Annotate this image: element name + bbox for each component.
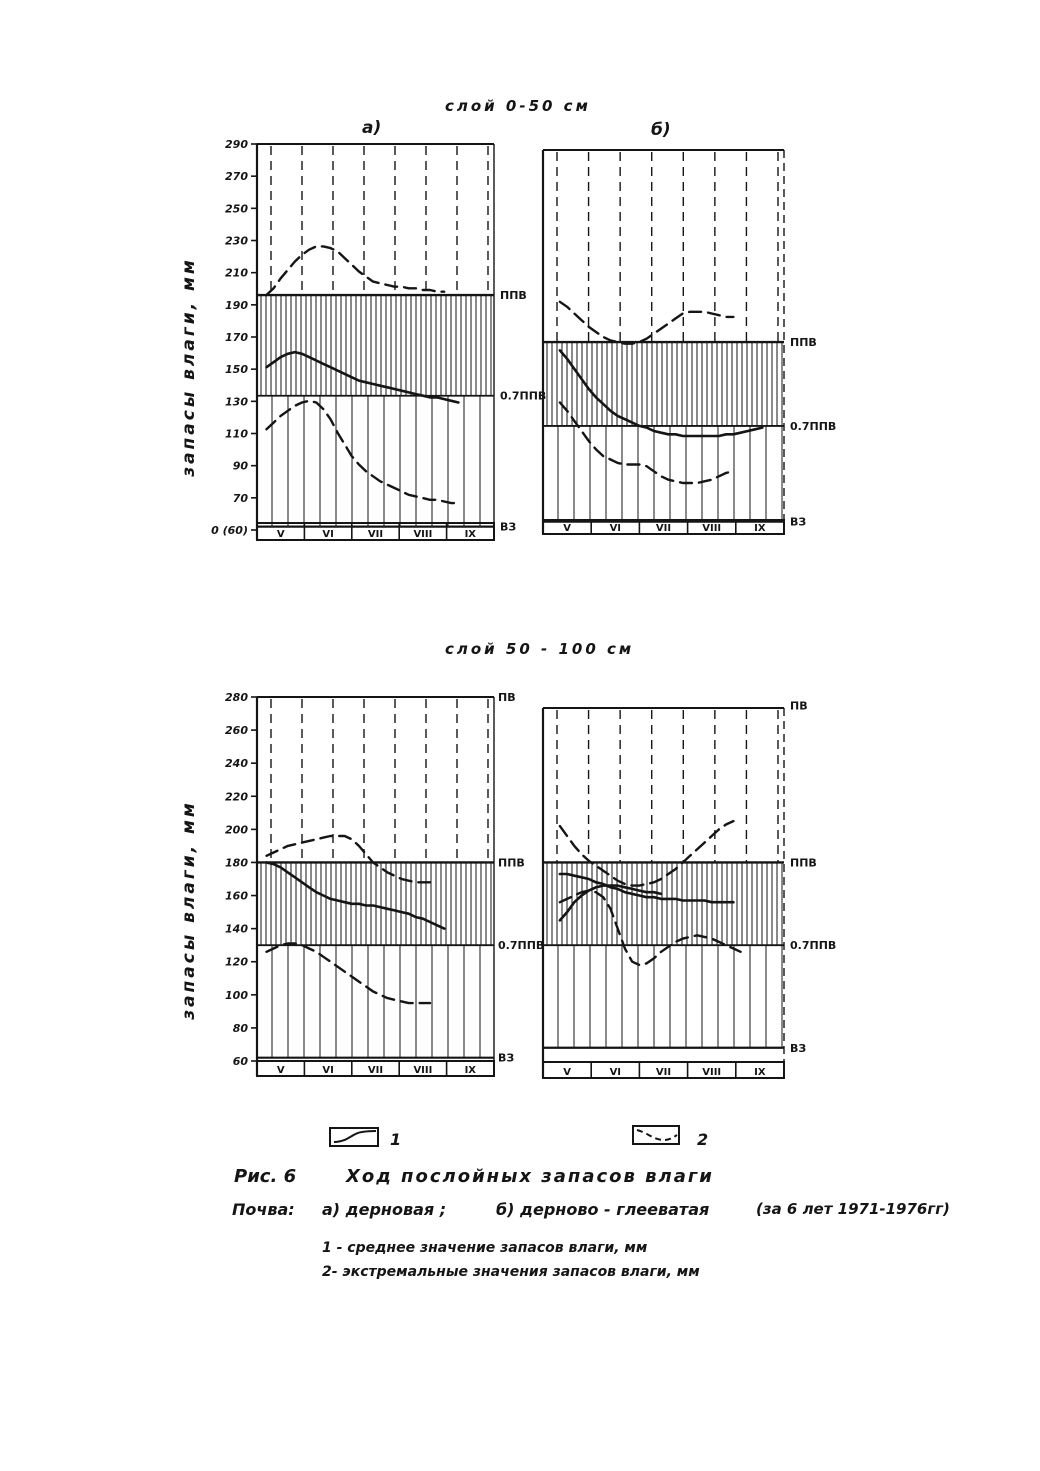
month-tick-label: IX — [754, 1067, 766, 1078]
y-tick-label: 100 — [225, 988, 248, 1002]
month-tick-label: VII — [367, 529, 384, 540]
level-label: ППВ — [790, 336, 817, 350]
chart-bottom-a — [225, 691, 544, 1076]
y-tick-label: 230 — [225, 234, 248, 248]
month-tick-label: V — [563, 523, 571, 534]
caption-note-1: 1 - среднее значение запасов влаги, мм — [322, 1240, 648, 1256]
month-tick-label: IX — [464, 1065, 477, 1076]
y-tick-label: 200 — [225, 823, 248, 837]
y-tick-label: 280 — [225, 691, 248, 704]
series-extreme-line — [267, 944, 431, 1004]
level-label: ВЗ — [790, 1041, 807, 1055]
panel-label-top-a: а) — [362, 118, 382, 138]
section-title-bottom: слой 50 - 100 см — [445, 640, 635, 658]
y-tick-label: 80 — [232, 1021, 248, 1035]
month-tick-label: VII — [367, 1065, 384, 1076]
legend-label-2: 2 — [697, 1130, 709, 1149]
y-tick-label: 190 — [225, 298, 248, 312]
legend-label-1: 1 — [390, 1130, 402, 1149]
caption-period: (за 6 лет 1971-1976гг) — [756, 1200, 950, 1218]
y-tick-label: 160 — [225, 889, 248, 903]
level-label: 0.7ППВ — [790, 419, 837, 433]
y-tick-label: 180 — [225, 856, 248, 870]
series-mean-line — [560, 886, 661, 921]
y-tick-label: 0 (60) — [211, 524, 248, 537]
chart-top-b — [543, 150, 836, 534]
legend-swatch-dashed — [633, 1126, 679, 1144]
level-label: ПВ — [790, 699, 808, 713]
y-tick-label: 150 — [225, 363, 248, 377]
chart-bottom-b — [543, 699, 836, 1078]
level-label: ПВ — [498, 691, 516, 704]
level-label: ППВ — [500, 289, 527, 303]
month-tick-label: VIII — [702, 523, 722, 534]
y-tick-label: 210 — [225, 266, 248, 280]
panel-label-top-b: б) — [651, 120, 671, 140]
y-tick-label: 260 — [225, 724, 248, 738]
month-tick-label: VI — [609, 1067, 622, 1078]
month-tick-label: VII — [655, 1067, 672, 1078]
month-tick-label: VI — [609, 523, 622, 534]
y-tick-label: 110 — [225, 427, 248, 441]
y-tick-label: 140 — [225, 922, 248, 936]
chart-top-a — [211, 138, 546, 540]
y-tick-label: 240 — [225, 757, 248, 771]
y-tick-label: 130 — [225, 395, 248, 409]
y-tick-label: 220 — [225, 790, 248, 804]
month-tick-label: VI — [322, 529, 334, 540]
y-tick-label: 120 — [225, 955, 248, 969]
y-tick-label: 270 — [225, 170, 248, 184]
legend-line-solid — [334, 1131, 376, 1142]
month-tick-label: VI — [322, 1065, 334, 1076]
month-tick-label: VII — [655, 523, 672, 534]
caption-soil-b: б) дерново - глееватая — [496, 1200, 710, 1219]
legend — [330, 1126, 679, 1146]
level-label: 0.7ППВ — [500, 389, 547, 403]
caption-figure-number: Рис. 6 — [234, 1166, 297, 1187]
level-label: 0.7ППВ — [790, 939, 837, 953]
level-label: ВЗ — [790, 515, 807, 529]
section-title-top: слой 0-50 см — [445, 97, 591, 115]
y-axis-label-bottom: запасы влаги, мм — [179, 800, 199, 1020]
month-tick-label: V — [276, 529, 285, 540]
month-tick-label: V — [276, 1065, 285, 1076]
level-label: 0.7ППВ — [498, 939, 545, 953]
month-tick-label: VIII — [413, 529, 433, 540]
y-tick-label: 290 — [225, 138, 248, 151]
y-tick-label: 170 — [225, 331, 248, 344]
month-tick-label: V — [563, 1067, 571, 1078]
caption-title: Ход послойных запасов влаги — [346, 1166, 714, 1187]
caption-soil-label: Почва: — [232, 1200, 295, 1219]
y-tick-label: 70 — [232, 491, 248, 505]
y-tick-label: 90 — [232, 459, 248, 473]
caption-note-2: 2- экстремальные значения запасов влаги, мм — [322, 1264, 700, 1280]
level-label: ВЗ — [498, 1051, 515, 1065]
level-label: ППВ — [790, 856, 817, 870]
y-tick-label: 250 — [225, 202, 248, 216]
level-label: ВЗ — [500, 520, 517, 534]
y-axis-label-top: запасы влаги, мм — [179, 257, 199, 477]
month-tick-label: IX — [464, 529, 477, 540]
level-label: ППВ — [498, 856, 525, 870]
series-mean-line — [267, 863, 445, 929]
caption-soil-a: а) дерновая ; — [322, 1200, 447, 1219]
legend-line-dashed — [637, 1130, 677, 1140]
series-extreme-line — [560, 302, 734, 344]
series-extreme-line — [267, 246, 445, 295]
month-tick-label: VIII — [413, 1065, 433, 1076]
month-tick-label: VIII — [702, 1067, 722, 1078]
month-tick-label: IX — [754, 523, 766, 534]
y-tick-label: 60 — [232, 1055, 248, 1068]
series-extreme-line — [267, 401, 459, 503]
